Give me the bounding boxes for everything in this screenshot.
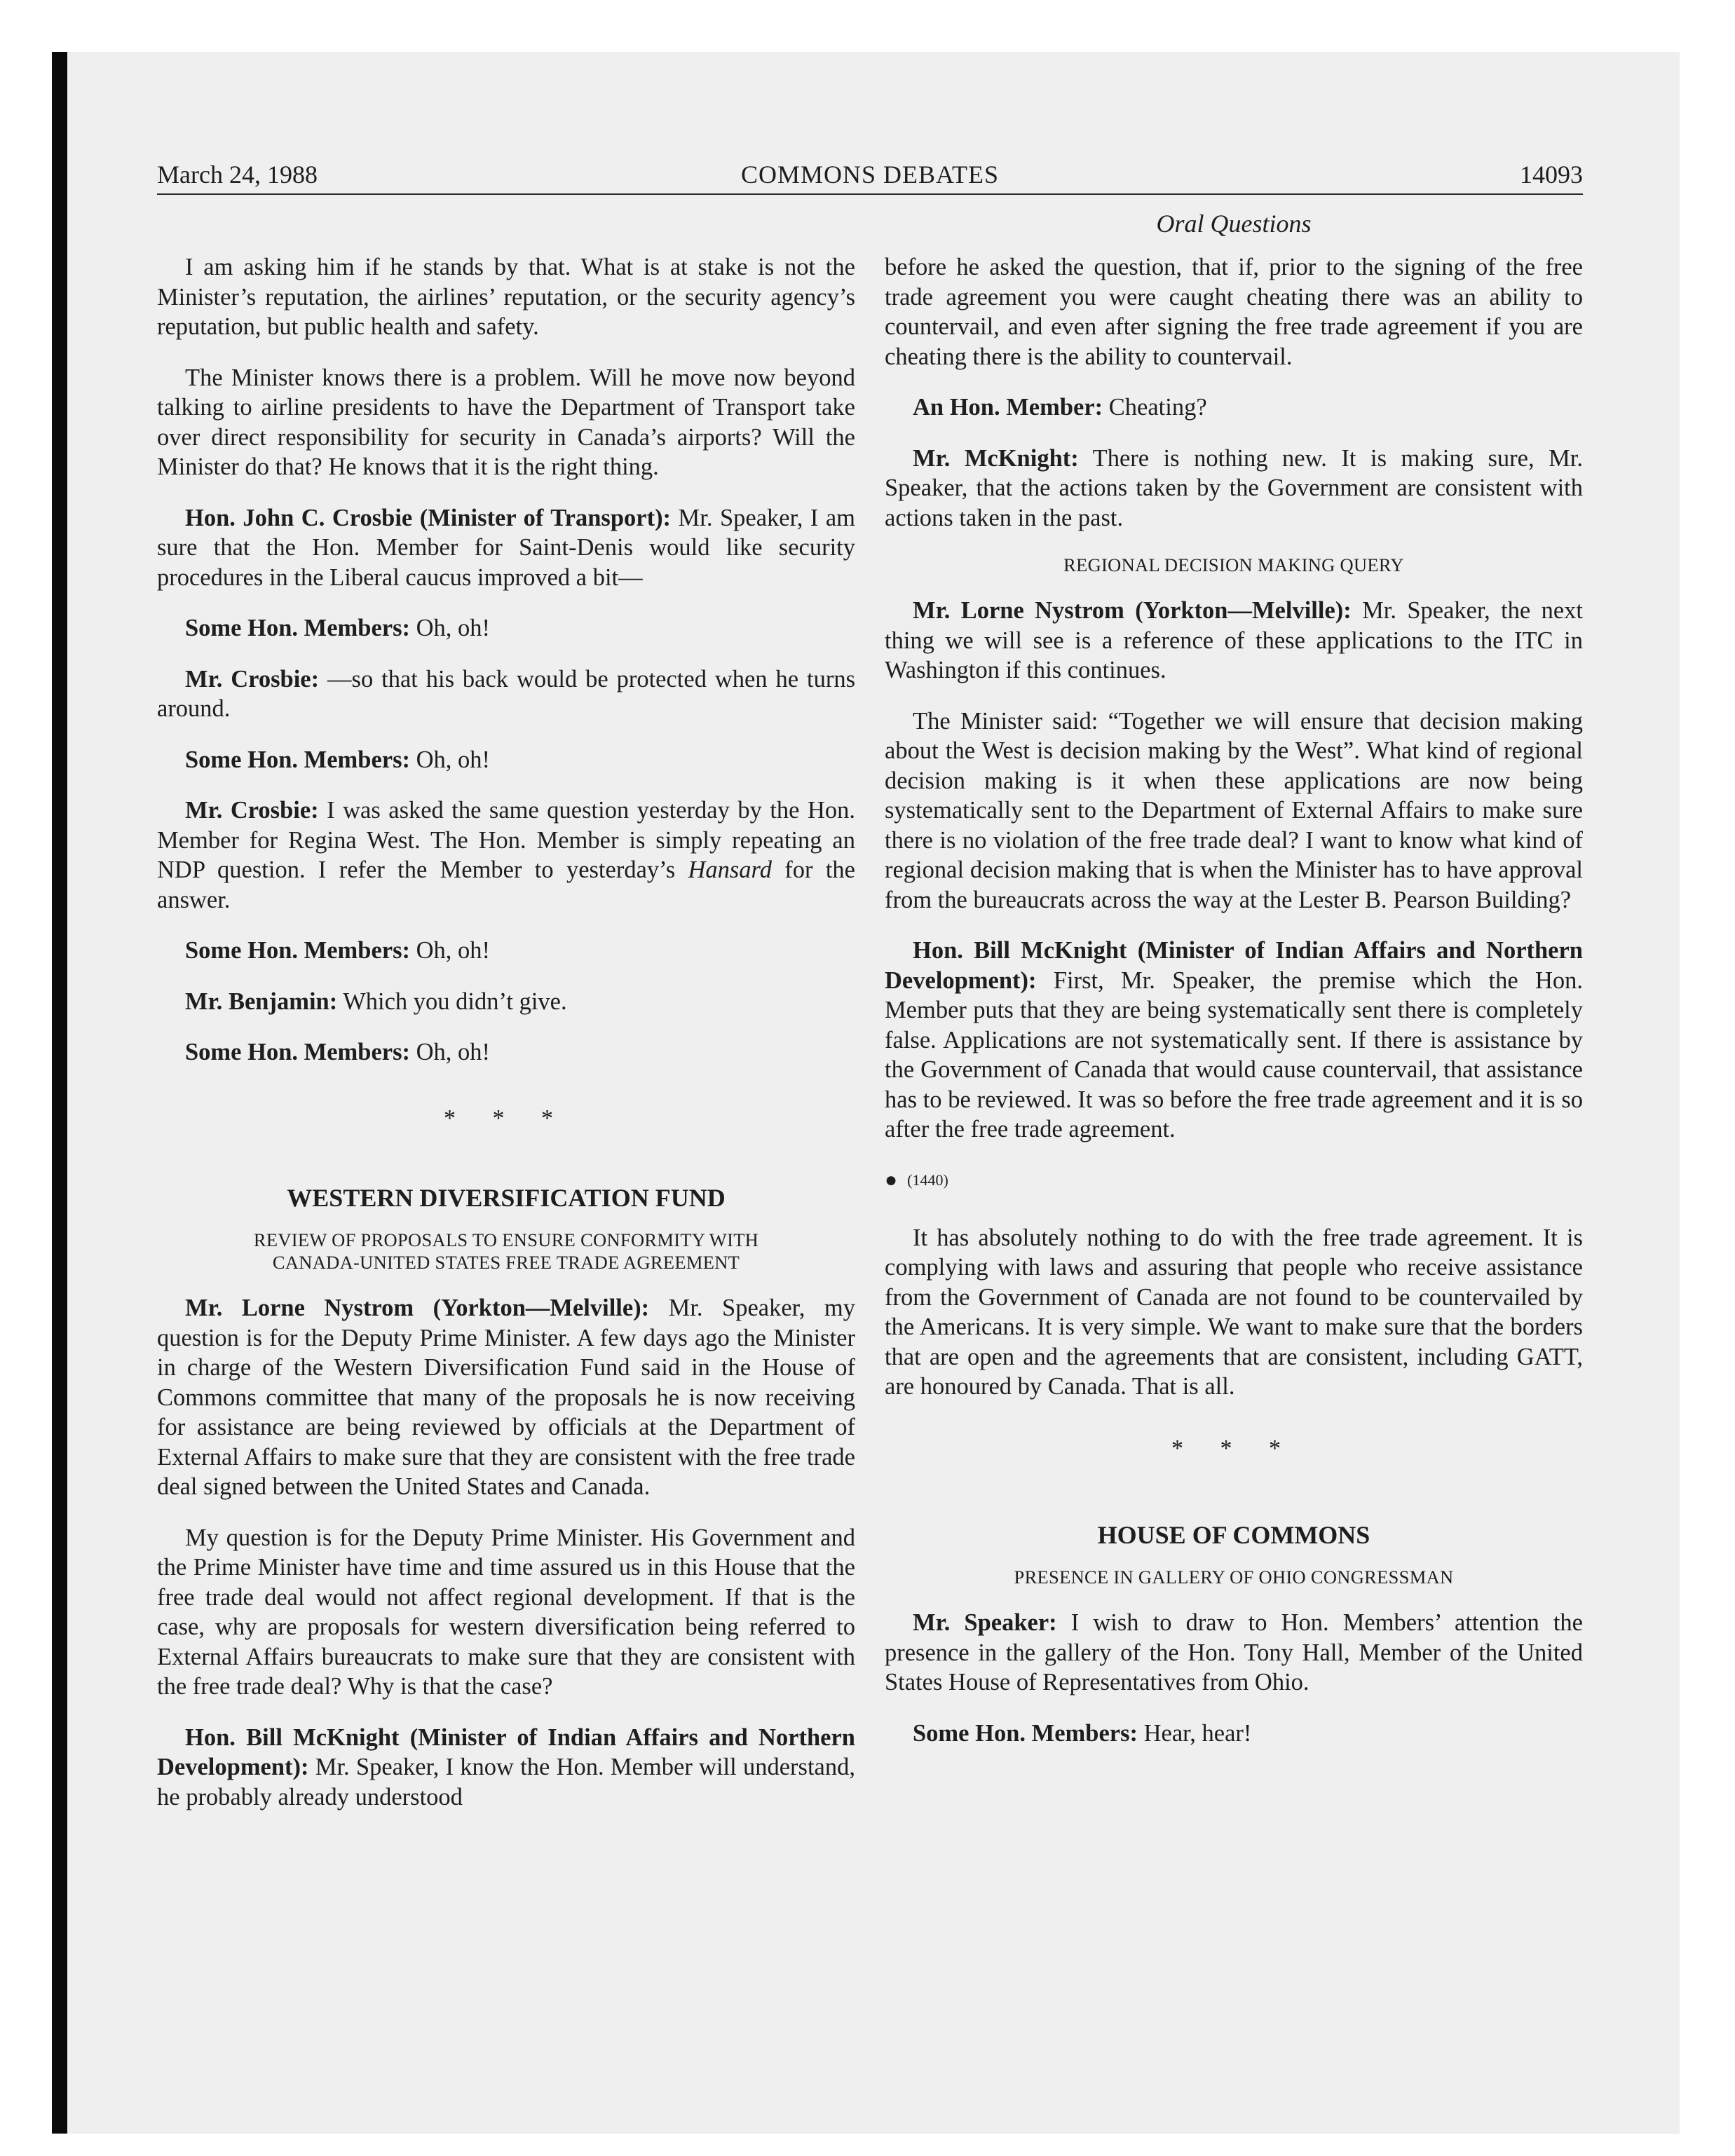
speech-text: Mr. Speaker, my question is for the Deputy Prime Minister. A few days ago the Minister in charge of the Western Diversification Fund said in the House of Commons committee that many of the proposals he is now receiving for assistance are being reviewed by officials at the Department of External Affairs to make sure that they are consistent with the free trade deal signed between the United States and Canada.	[157, 1295, 855, 1500]
paragraph: before he asked the question, that if, prior to the signing of the free trade agreement you were caught cheating there was an ability to countervail, and even after signing the free trade agreement if you are cheating there is the ability to countervail.	[885, 254, 1583, 370]
section-heading: WESTERN DIVERSIFICATION FUND	[287, 1184, 726, 1212]
speech-text: Mr. Speaker, I am sure that the Hon. Member for Saint-Denis would like security procedures in the Liberal caucus improved a bit—	[157, 504, 855, 591]
speech	[885, 393, 1583, 423]
header-page-number: 14093	[1520, 161, 1583, 189]
speech	[885, 444, 1583, 533]
speaker-name: An Hon. Member:	[913, 394, 1103, 421]
right-column	[885, 252, 1583, 1769]
header-title: COMMONS DEBATES	[740, 161, 1000, 189]
speech	[157, 936, 855, 966]
speech-text: I wish to draw to Hon. Members’ attention the presence in the gallery of the Hon. Tony Hall, Member of the United States House of Representatives from Ohio.	[885, 1609, 1583, 1696]
speaker-name: Mr. Benjamin:	[185, 988, 338, 1015]
speech	[885, 1719, 1583, 1749]
speech	[157, 613, 855, 643]
speech-text: Oh, oh!	[409, 1039, 491, 1065]
speech	[157, 503, 855, 593]
speaker-name: Hon. Bill McKnight (Minister of Indian Affairs and Northern Development):	[885, 937, 1583, 994]
speech-text: I was asked the same question yesterday by the Hon. Member for Regina West. The Hon. Member is simply repeating an NDP question. I refer the Member to yesterday’s	[157, 797, 855, 883]
speech	[157, 745, 855, 775]
speech	[885, 596, 1583, 685]
subheading-line: CANADA-UNITED STATES FREE TRADE AGREEMENT	[272, 1252, 740, 1273]
speaker-name: Mr. Speaker:	[913, 1609, 1057, 1636]
hansard-italic: Hansard	[688, 857, 772, 883]
speech	[885, 1608, 1583, 1698]
speech-text: There is nothing new. It is making sure, Mr. Speaker, that the actions taken by the Government are consistent with actions taken in the past.	[885, 444, 1584, 531]
section-separator: * * *	[444, 1105, 569, 1131]
speech-text: Hear, hear!	[1137, 1719, 1252, 1747]
paragraph: It has absolutely nothing to do with the free trade agreement. It is complying with laws and assuring that people who receive assistance from the Government of Canada are not found to be countervailed by the Americans. It is very simple. We want to make sure that the borders that are open and the agreements that are consistent, including GATT, are honoured by Canada. That is all.	[885, 1224, 1583, 1400]
scan-edge	[52, 52, 67, 2134]
page-header	[157, 157, 1583, 192]
paragraph: My question is for the Deputy Prime Minister. His Government and the Prime Minister have time and time assured us in this House that the free trade deal would not affect regional development. If that is the case, why are proposals for western diversification being referred to External Affairs bureaucrats to make sure that they are consistent with the free trade deal? Why is that the case?	[157, 1524, 855, 1700]
section-separator: * * *	[1171, 1435, 1296, 1461]
speech	[157, 664, 855, 724]
speech-text: Oh, oh!	[409, 746, 491, 773]
speaker-name: Mr. Crosbie:	[185, 665, 320, 692]
speaker-name: Some Hon. Members:	[913, 1719, 1138, 1747]
section-subheading	[157, 1229, 855, 1274]
speaker-name: Some Hon. Members:	[185, 615, 410, 641]
paragraph: The Minister said: “Together we will ensure that decision making about the West is decision making by the West”. What kind of regional decision making is it when these applications are now being systematically sent to the Department of External Affairs to make sure there is no violation of the free trade deal? I want to know what kind of regional decision making that is when the Minister has to have approval from the bureaucrats across the way at the Lester B. Pearson Building?	[885, 707, 1583, 913]
section-title: Oral Questions	[1156, 210, 1312, 238]
header-rule	[157, 193, 1583, 195]
section-subheading: REGIONAL DECISION MAKING QUERY	[1063, 554, 1404, 575]
speech	[157, 796, 855, 915]
speech	[885, 936, 1583, 1145]
speaker-name: Mr. Lorne Nystrom (Yorkton—Melville):	[913, 597, 1352, 624]
bullet-dot-icon: ●	[885, 1168, 898, 1192]
speaker-name: Some Hon. Members:	[185, 1039, 410, 1065]
speaker-name: Mr. Crosbie:	[185, 797, 319, 824]
speaker-name: Mr. McKnight:	[913, 444, 1079, 472]
speech-text: Oh, oh!	[409, 615, 491, 641]
speaker-name: Mr. Lorne Nystrom (Yorkton—Melville):	[185, 1295, 650, 1321]
speaker-name: Some Hon. Members:	[185, 937, 410, 964]
paragraph: I am asking him if he stands by that. What is at stake is not the Minister’s reputation, the airlines’ reputation, or the security agency’s reputation, but public health and safety.	[157, 254, 855, 340]
paragraph: The Minister knows there is a problem. Will he move now beyond talking to airline presidents to have the Department of Transport take over direct responsibility for security in Canada’s airports? Will the Minister do that? He knows that it is the right thing.	[157, 364, 855, 480]
speech-text: Mr. Speaker, I know the Hon. Member will understand, he probably already understood	[157, 1754, 855, 1810]
time-marker	[885, 1166, 1583, 1195]
speech-text-end: for the answer.	[157, 857, 855, 913]
section-subheading: PRESENCE IN GALLERY OF OHIO CONGRESSMAN	[1014, 1567, 1454, 1588]
speech-text: Cheating?	[1103, 394, 1207, 421]
section-heading: HOUSE OF COMMONS	[1097, 1521, 1370, 1549]
left-column	[157, 252, 855, 1833]
speaker-name: Hon. John C. Crosbie (Minister of Transport):	[185, 504, 672, 531]
speech-text: Oh, oh!	[409, 937, 491, 964]
speaker-name: Hon. Bill McKnight (Minister of Indian Affairs and Northern Development):	[157, 1724, 855, 1780]
speech	[157, 1037, 855, 1067]
speech-text: Which you didn’t give.	[337, 988, 567, 1015]
header-date: March 24, 1988	[157, 161, 318, 189]
speech-text: —so that his back would be protected when he turns around.	[157, 665, 855, 722]
time-marker-text: (1440)	[907, 1171, 948, 1189]
speech	[157, 987, 855, 1017]
subheading-line: REVIEW OF PROPOSALS TO ENSURE CONFORMITY WITH	[253, 1229, 759, 1250]
speech-text: Mr. Speaker, the next thing we will see is a reference of these applications to the ITC in Washington if this continues.	[885, 597, 1583, 683]
speech	[157, 1293, 855, 1502]
speech-text: First, Mr. Speaker, the premise which the Hon. Member puts that they are being systematically sent there is completely false. Applications are not systematically sent. If there is assistance by the Government of Canada that would cause countervail, that assistance has to be reviewed. It was so before the free trade agreement and it is so after the free trade agreement.	[885, 967, 1583, 1142]
speaker-name: Some Hon. Members:	[185, 746, 410, 773]
speech	[157, 1723, 855, 1813]
